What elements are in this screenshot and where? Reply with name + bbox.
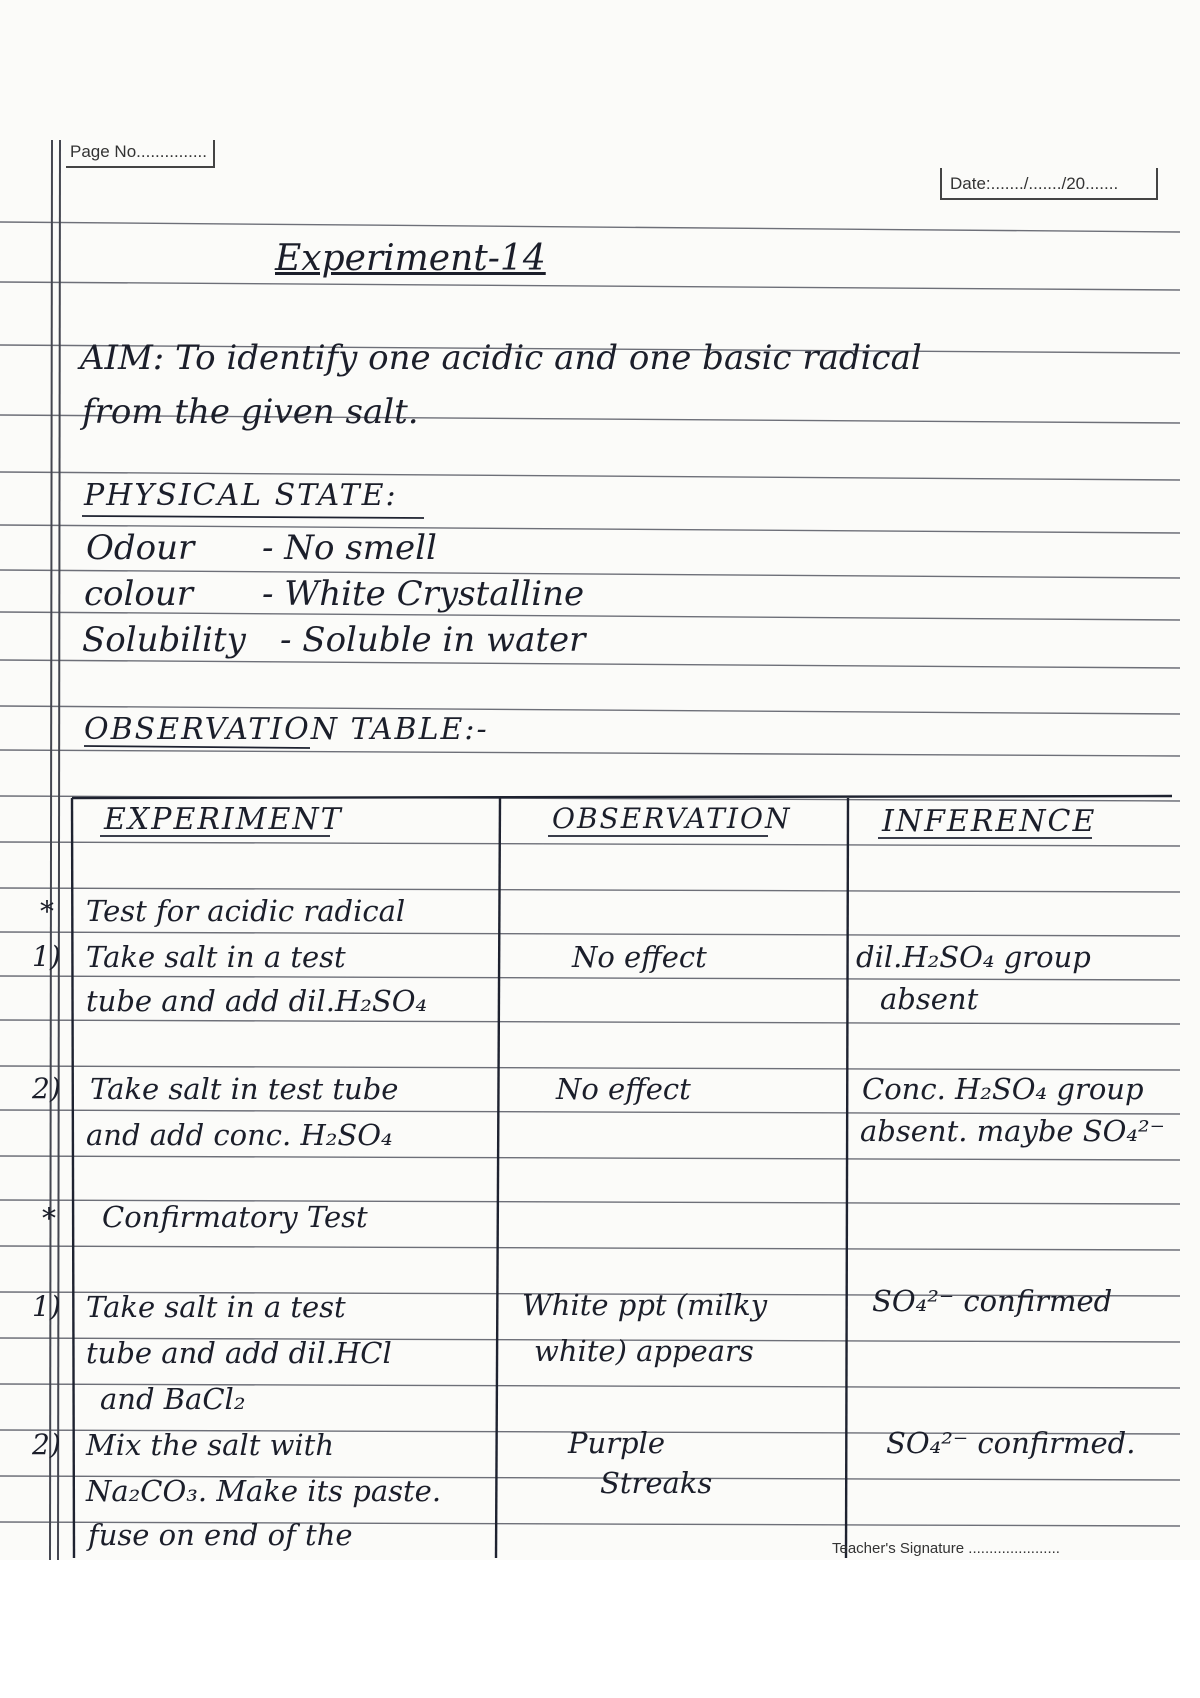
experiment-cell: Confirmatory Test — [102, 1200, 368, 1234]
observation-table-heading: OBSERVATION TABLE:- — [84, 712, 489, 747]
inference-cell: SO₄²⁻ confirmed — [872, 1284, 1113, 1318]
inference-cell: absent — [880, 982, 979, 1016]
page-number-label: Page No............... — [66, 140, 215, 168]
page-title: Experiment-14 — [275, 238, 546, 279]
inference-cell: absent. maybe SO₄²⁻ — [860, 1114, 1165, 1148]
experiment-cell: Mix the salt with — [86, 1428, 335, 1462]
solubility-value: - Soluble in water — [280, 620, 586, 660]
observation-cell: White ppt (milky — [522, 1288, 768, 1322]
observation-cell: white) appears — [534, 1334, 754, 1368]
row-marker: 2) — [32, 1072, 61, 1105]
experiment-cell: and add conc. H₂SO₄ — [86, 1118, 393, 1152]
column-header-observation: OBSERVATION — [552, 802, 792, 835]
row-marker: * — [42, 1202, 56, 1235]
physical-state-heading: PHYSICAL STATE: — [84, 478, 398, 513]
inference-cell: Conc. H₂SO₄ group — [862, 1072, 1144, 1106]
experiment-cell: Na₂CO₃. Make its paste. — [86, 1474, 442, 1508]
observation-cell: No effect — [572, 940, 707, 974]
aim-line-1: AIM: To identify one acidic and one basic radical — [80, 338, 922, 378]
row-marker: * — [40, 895, 54, 928]
experiment-cell: fuse on end of the — [88, 1518, 353, 1552]
aim-line-2: from the given salt. — [82, 392, 419, 432]
experiment-cell: Test for acidic radical — [86, 894, 406, 928]
inference-cell: dil.H₂SO₄ group — [856, 940, 1091, 974]
row-marker: 1) — [32, 1290, 61, 1323]
inference-cell: SO₄²⁻ confirmed. — [886, 1426, 1136, 1460]
experiment-cell: Take salt in test tube — [90, 1072, 399, 1106]
experiment-cell: and BaCl₂ — [100, 1382, 246, 1416]
observation-cell: No effect — [556, 1072, 691, 1106]
date-label: Date:......./......./20....... — [940, 168, 1158, 200]
solubility-label: Solubility — [82, 620, 246, 660]
row-marker: 1) — [32, 940, 61, 973]
column-header-experiment: EXPERIMENT — [104, 802, 343, 837]
row-marker: 2) — [32, 1428, 61, 1461]
experiment-cell: tube and add dil.HCl — [86, 1336, 392, 1370]
colour-label: colour — [84, 574, 194, 614]
teacher-signature-label: Teacher's Signature ...................... — [832, 1540, 1060, 1557]
experiment-cell: tube and add dil.H₂SO₄ — [86, 984, 428, 1018]
observation-cell: Streaks — [600, 1466, 713, 1500]
column-header-inference: INFERENCE — [882, 804, 1097, 839]
experiment-cell: Take salt in a test — [86, 940, 346, 974]
colour-value: - White Crystalline — [262, 574, 585, 614]
observation-cell: Purple — [568, 1426, 666, 1460]
odour-value: - No smell — [262, 528, 437, 568]
experiment-cell: Take salt in a test — [86, 1290, 346, 1324]
odour-label: Odour — [86, 528, 195, 568]
